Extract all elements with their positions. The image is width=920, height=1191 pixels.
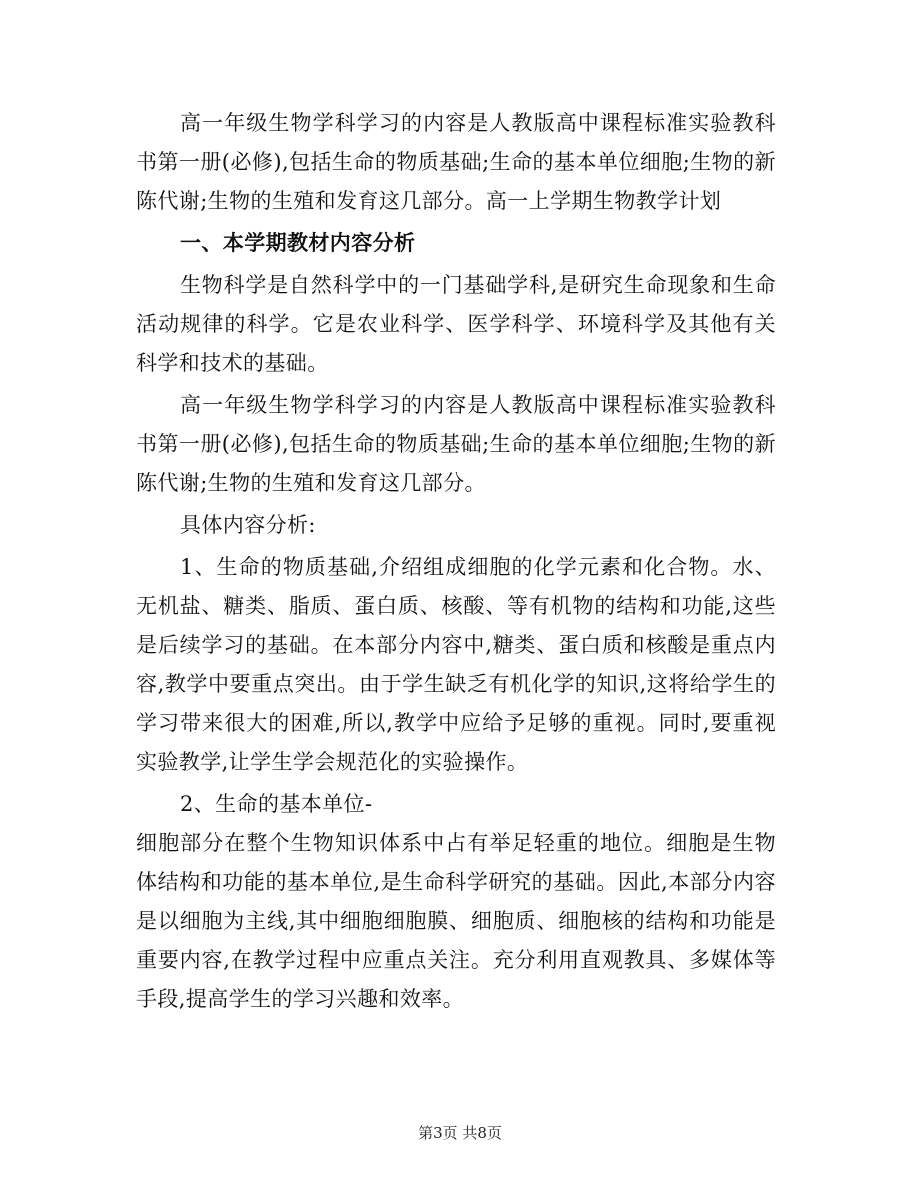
content-paragraph: 高一年级生物学科学习的内容是人教版高中课程标准实验教科书第一册(必修),包括生命的物质基础;生命的基本单位细胞;生物的新陈代谢;生物的生殖和发育这几部分。 [136,393,776,495]
point-2-heading: 2、生命的基本单位- [180,792,373,816]
document-body [136,104,776,1019]
point-2-paragraph: 细胞部分在整个生物知识体系中占有举足轻重的地位。细胞是生物体结构和功能的基本单位,是生命科学研究的基础。因此,本部分内容是以细胞为主线,其中细胞细胞膜、细胞质、细胞核的结构和功能是重要内容,在教学过程中应重点关注。充分利用直观教具、多媒体等手段,提高学生的学习兴趣和效率。 [136,831,776,1011]
intro-paragraph: 高一年级生物学科学习的内容是人教版高中课程标准实验教科书第一册(必修),包括生命的物质基础;生命的基本单位细胞;生物的新陈代谢;生物的生殖和发育这几部分。高一上学期生物教学计划 [136,111,776,213]
section-heading: 一、本学期教材内容分析 [180,231,416,255]
subject-paragraph: 生物科学是自然科学中的一门基础学科,是研究生命现象和生命活动规律的科学。它是农业科学、医学科学、环境科学及其他有关科学和技术的基础。 [136,273,776,375]
analysis-label: 具体内容分析: [180,513,316,537]
point-1-paragraph: 1、生命的物质基础,介绍组成细胞的化学元素和化合物。水、无机盐、糖类、脂质、蛋白质、核酸、等有机物的结构和功能,这些是后续学习的基础。在本部分内容中,糖类、蛋白质和核酸是重点内容,教学中要重点突出。由于学生缺乏有机化学的知识,这将给学生的学习带来很大的困难,所以,教学中应给予足够的重视。同时,要重视实验教学,让学生学会规范化的实验操作。 [136,555,776,774]
page-number: 第3页 共8页 [418,1124,502,1142]
